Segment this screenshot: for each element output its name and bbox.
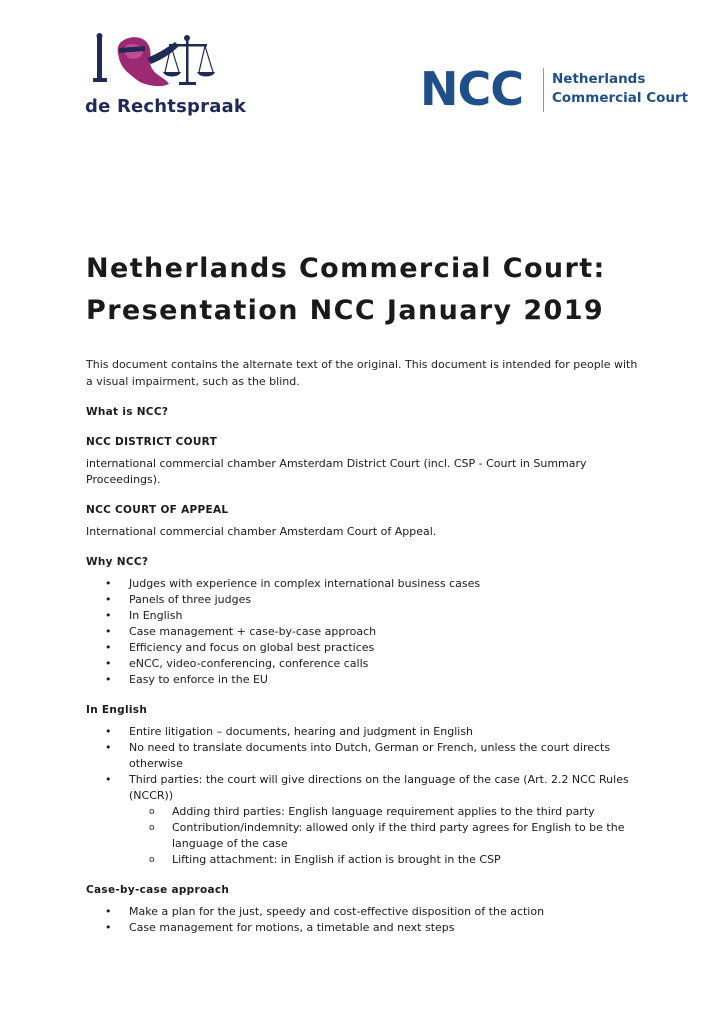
ncc-logo-mark: NCC <box>420 62 524 116</box>
ncc-logo-subtitle <box>552 70 688 108</box>
case-by-case-list <box>86 904 646 936</box>
list-item: • Efficiency and focus on global best practices <box>129 640 646 656</box>
list-item: • eNCC, video-conferencing, conference calls <box>129 656 646 672</box>
section-district-court <box>86 434 646 488</box>
heading-case-by-case: Case-by-case approach <box>86 884 230 896</box>
ncc-logo-line1: Netherlands <box>552 71 646 87</box>
list-item: • Case management for motions, a timetable and next steps <box>129 920 646 936</box>
section-what-is-ncc <box>86 404 646 420</box>
list-item: • No need to translate documents into Dutch, German or French, unless the court directs otherwise <box>129 740 646 772</box>
justitia-emblem-icon <box>91 28 231 94</box>
in-english-list <box>86 724 646 868</box>
sub-list-item: o Contribution/indemnity: allowed only if the third party agrees for English to be the language of the case <box>172 820 646 852</box>
list-item: • Panels of three judges <box>129 592 646 608</box>
intro-paragraph: This document contains the alternate text of the original. This document is intended for people with a visual impairment, such as the blind. <box>86 358 638 388</box>
list-item: • Make a plan for the just, speedy and cost-effective disposition of the action <box>129 904 646 920</box>
heading-what-is-ncc: What is NCC? <box>86 406 169 418</box>
document-body <box>86 404 646 950</box>
heading-why-ncc: Why NCC? <box>86 556 149 568</box>
list-item: • Entire litigation – documents, hearing and judgment in English <box>129 724 646 740</box>
heading-district-court: NCC DISTRICT COURT <box>86 436 218 448</box>
third-parties-sublist <box>129 804 646 868</box>
list-item: • In English <box>129 608 646 624</box>
heading-in-english: In English <box>86 704 148 716</box>
section-court-of-appeal <box>86 502 646 540</box>
list-item: • Easy to enforce in the EU <box>129 672 646 688</box>
list-item: • Case management + case-by-case approach <box>129 624 646 640</box>
page-title <box>86 248 686 332</box>
list-item <box>129 772 646 868</box>
sub-list-item: o Adding third parties: English language requirement applies to the third party <box>172 804 646 820</box>
district-court-text: international commercial chamber Amsterdam District Court (incl. CSP - Court in Summary Proceedings). <box>86 457 587 486</box>
why-ncc-list <box>86 576 646 688</box>
sub-list-item: o Lifting attachment: in English if action is brought in the CSP <box>172 852 646 868</box>
rechtspraak-logo-text: de Rechtspraak <box>85 96 247 117</box>
title-line-1: Netherlands Commercial Court: <box>86 253 606 284</box>
list-item: • Judges with experience in complex international business cases <box>129 576 646 592</box>
section-case-by-case <box>86 882 646 936</box>
court-of-appeal-text: International commercial chamber Amsterdam Court of Appeal. <box>86 525 437 538</box>
list-item-text: Third parties: the court will give directions on the language of the case (Art. 2.2 NCC Rules (NCCR)) <box>129 773 629 802</box>
rechtspraak-logo <box>85 28 247 120</box>
section-in-english <box>86 702 646 868</box>
ncc-logo-divider <box>543 68 544 112</box>
section-why-ncc <box>86 554 646 688</box>
title-line-2: Presentation NCC January 2019 <box>86 295 605 326</box>
ncc-logo-line2: Commercial Court <box>552 90 689 106</box>
heading-court-of-appeal: NCC COURT OF APPEAL <box>86 504 229 516</box>
ncc-logo <box>420 62 690 122</box>
